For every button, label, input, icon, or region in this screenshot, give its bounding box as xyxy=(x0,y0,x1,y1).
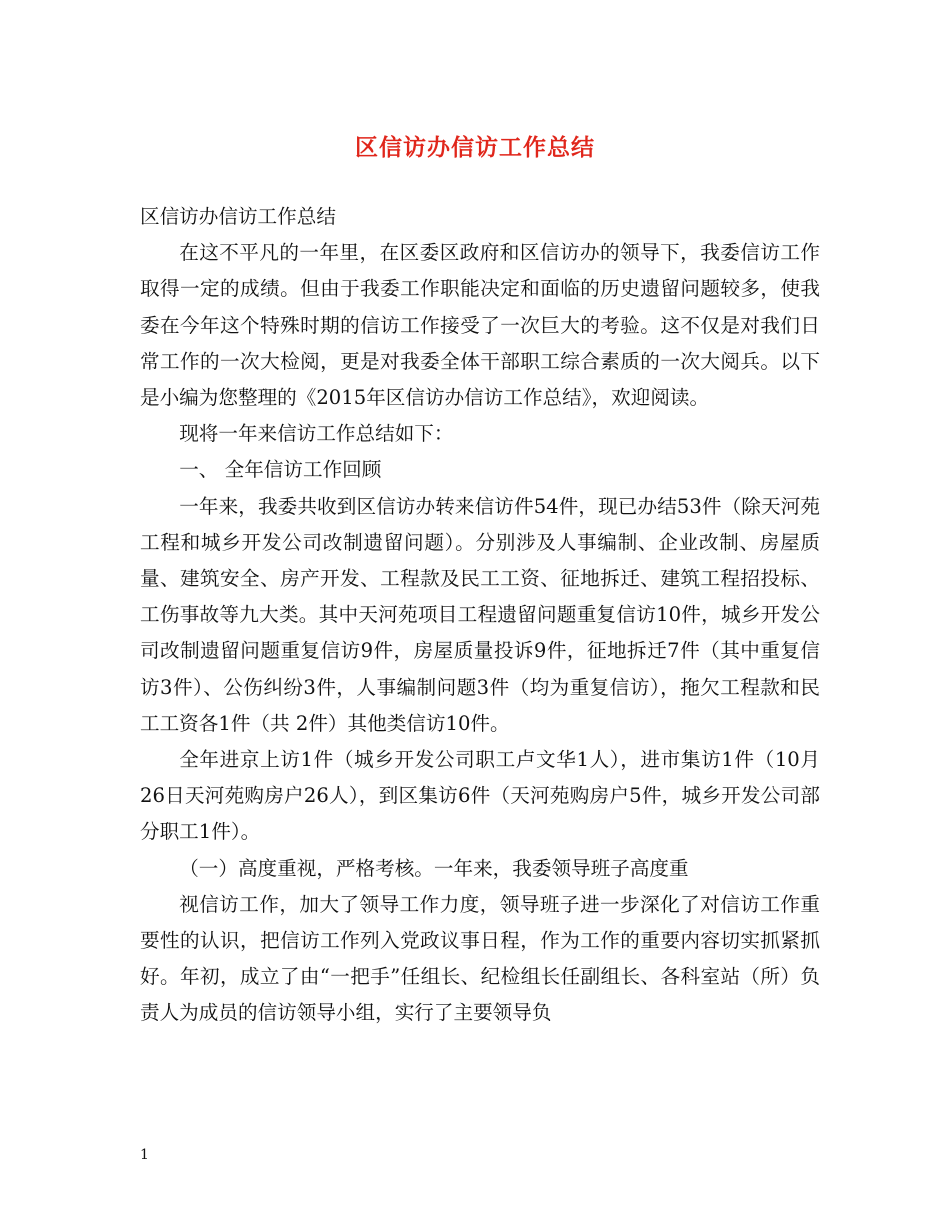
document-title: 区信访办信访工作总结 xyxy=(355,134,595,161)
paragraph-petition-stats: 一年来，我委共收到区信访办转来信访件54件，现已办结53件（除天河苑工程和城乡开发公司改制遗留问题）。分别涉及人事编制、企业改制、房屋质量、建筑安全、房产开发、工程款及民工工资、征地拆迁、建筑工程招投标、工伤事故等九大类。其中天河苑项目工程遗留问题重复信访10件，城乡开发公司改制遗留问题重复信访9件，房屋质量投诉9件，征地拆迁7件（其中重复信访3件）、公伤纠纷3件，人事编制问题3件（均为重复信访），拖欠工程款和民工工资各1件（共 2件）其他类信访10件。 xyxy=(140,494,820,735)
subsection-heading-priority: （一）高度重视，严格考核。一年来，我委领导班子高度重 xyxy=(179,856,689,880)
paragraph-intro: 在这不平凡的一年里，在区委区政府和区信访办的领导下，我委信访工作取得一定的成绩。但由于我委工作职能决定和面临的历史遗留问题较多，使我委在今年这个特殊时期的信访工作接受了一次巨大的考验。这不仅是对我们日常工作的一次大检阅，更是对我委全体干部职工综合素质的一次大阅兵。以下是小编为您整理的《2015年区信访办信访工作总结》，欢迎阅读。 xyxy=(140,241,820,410)
paragraph-summary-lead: 现将一年来信访工作总结如下： xyxy=(179,422,454,446)
section-heading-review: 一、 全年信访工作回顾 xyxy=(179,458,382,482)
paragraph-heading: 区信访办信访工作总结 xyxy=(140,205,336,228)
paragraph-leadership: 视信访工作，加大了领导工作力度，领导班子进一步深化了对信访工作重要性的认识，把信访工作列入党政议事日程，作为工作的重要内容切实抓紧抓好。年初，成立了由“一把手”任组长、纪检组长任副组长、各科室站（所）负责人为成员的信访领导小组，实行了主要领导负 xyxy=(140,892,820,1025)
paragraph-visits: 全年进京上访1件（城乡开发公司职工卢文华1人），进市集访1件（10月26日天河苑购房户26人），到区集访6件（天河苑购房户5件，城乡开发公司部分职工1件）。 xyxy=(140,748,820,844)
document-body xyxy=(140,199,820,1032)
page-number: 1 xyxy=(140,1147,149,1163)
